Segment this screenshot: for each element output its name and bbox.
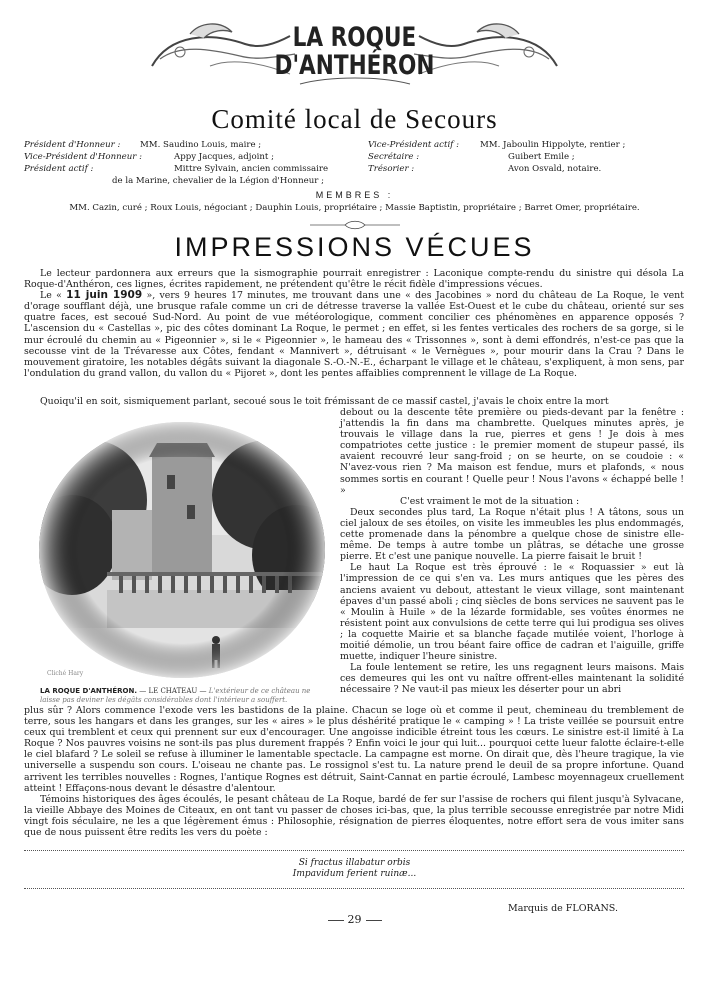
members-title: MEMBRES : [315, 190, 394, 200]
committee-role: Vice-Président d'Honneur : [24, 152, 143, 162]
committee-row [24, 139, 344, 151]
paragraph: debout ou la descente tête première ou pieds-devant par la fenêtre : j'attendis la fin dans ma chambrette. Quelques minutes après, je trouvais le village dans la rue, pierres et gens ! Je dois à mes compatriotes cette justice : le premier moment de stupeur passé, ils avaient recouvré leur sang-froid ; on se heurte, on se coudoie : « N'avez-vous rien ? Ma maison est fendue, murs et plafonds, « nous sommes sortis en courant ! Quelle peur ! Nous l'avons « échappé belle ! » [340, 407, 684, 496]
signature: Marquis de FLORANS. [508, 903, 618, 914]
masthead-title-line2: D'ANTHÉRON [274, 50, 435, 81]
paragraph: Le lecteur pardonnera aux erreurs que la sismographie pourrait enregistrer : Laconique compte-rendu du sinistre qui désola La Roque-d'Anthéron, ces lignes, écrites rapidement, ne prétendent qu'être le récit fidèle d'impressions vécues. [24, 268, 684, 291]
committee-row [24, 175, 344, 187]
article-title: IMPRESSIONS VÉCUES [174, 232, 535, 262]
closing-text [24, 705, 684, 838]
article-intro [24, 268, 684, 379]
committee-name: Appy Jacques, adjoint ; [174, 152, 274, 162]
latin-quote [0, 858, 709, 880]
members-list: MM. Cazin, curé ; Roux Louis, négociant ; Dauphin Louis, propriétaire ; Massie Baptistin, propriétaire ; Barret Omer, propriétaire. [69, 203, 640, 213]
quote-line: Impavidum ferient ruinæ... [292, 869, 417, 879]
paragraph: La foule lentement se retire, les uns regagnent leurs maisons. Mais ces demeures qui les ont vu naître offrent-elles maintenant la solidité nécessaire ? Ne vaut-il pas mieux les déserter pour un abri [340, 662, 684, 696]
quote-line: Si fractus illabatur orbis [298, 858, 411, 868]
paragraph: Deux secondes plus tard, La Roque n'était plus ! A tâtons, sous un ciel jaloux de ses étoiles, on visite les immeubles les plus endommagés, cette promenade dans la pénombre a quelque chose de sinistre elle-même. De temps à autre tombe un plâtras, se détache une grosse pierre. Et c'est une panique nouvelle. La pierre faisait le bruit ! [340, 506, 684, 563]
committee-role: Président d'Honneur : [24, 140, 121, 150]
masthead [150, 14, 559, 94]
paragraph: Le haut La Roque est très éprouvé : le « Roquassier » eut là l'impression de ce qui s'en va. Les murs antiques que les pères des anciens avaient vu debout, attestant le vieux village, sont maintenant épaves d'un passé aboli ; cinq siècles de bons services ne sauvent pas le « Moulin à Huile » de la lézarde formidable, ses voûtes énormes ne résistent point aux convulsions de cette terre qui lui prodigua ses olives ; la coquette Mairie et sa blanche façade mutilée voient, l'horloge à moitié démolie, un trou béant faire office de cadran et l'aiguille, griffe muette, indiquer l'heure sinistre. [340, 562, 685, 663]
paragraph: Témoins historiques des âges écoulés, le pesant château de La Roque, bardé de fer sur l'assise de rochers qui filent jusqu'à Sylvacane, la vieille Abbaye des Moines de Citeaux, en ont tant vu passer de choses ici-bas, que, la plus terrible secousse enregistrée par notre Midi vingt fois séculaire, ne les a que légèrement émus : Philosophie, résignation de pierres éloquentes, notre effort sera de vous imiter sans que de nous puissent être redits les vers du poète : [24, 793, 684, 839]
committee-row [368, 163, 688, 175]
committee-role: Président actif : [24, 164, 94, 174]
committee-role: Vice-Président actif : [368, 140, 459, 150]
paragraph-lead [24, 396, 684, 407]
caption-title: LA ROQUE D'ANTHÉRON. [40, 687, 138, 695]
caption-text: L'extérieur de ce château ne laisse pas deviner les dégâts considérables dont l'intérieur a souffert. [40, 687, 311, 704]
paragraph [24, 290, 684, 379]
photo-credit: Cliché Hary [47, 670, 84, 677]
caption-subtitle: — LE CHATEAU — [137, 687, 207, 695]
committee-name: Mittre Sylvain, ancien commissaire [174, 164, 329, 174]
date-highlight: 11 juin 1909 [66, 289, 143, 302]
committee-heading: Comité local de Secours [211, 104, 498, 134]
committee-name: Avon Osvald, notaire. [508, 164, 602, 174]
paragraph-text: Le « [40, 290, 67, 302]
committee-row [24, 163, 344, 175]
committee-role: Trésorier : [368, 164, 415, 174]
dotted-divider [24, 888, 684, 889]
committee-name: MM. Saudino Louis, maire ; [140, 140, 262, 150]
page-number-text: 29 [347, 913, 362, 926]
paragraph: Quoiqu'il en soit, sismiquement parlant, secoué sous le toit frémissant de ce massif castel, j'avais le choix entre la mort [40, 396, 609, 407]
committee-name: MM. Jaboulin Hippolyte, rentier ; [480, 140, 626, 150]
paragraph: plus sûr ? Alors commence l'exode vers les bastidons de la plaine. Chacun se loge où et comme il peut, chemineau du tremblement de terre, sous les hangars et dans les granges, sur les « aires » le plus déshérité pratique le « camping » ! La triste veillée se poursuit entre ceux qui tremblent et ceux qui prennent sur eux d'encourager. Une angoisse indicible étreint tous les cœurs. Le sinistre est-il limité à La Roque ? Nos pauvres voisins ne sont-ils pas plus durement frappés ? Enfin voici le jour qui luit... pourquoi cette lueur falotte éclaire-t-elle le ciel blafard ? Le soleil se refuse à illuminer le lamentable spectacle. La campagne est morne. On dirait que, dès l'heure tragique, la vie universelle a suspendu son cours. L'oiseau ne chante pas. Le rossignol s'est tu. La nature prend le deuil de sa propre infortune. Quand arrivent les terribles nouvelles : Rognes, l'antique Rognes est détruit, Saint-Cannat en partie écroulé, Lambesc moyennageux cruellement atteint ! Effaçons-nous devant le désastre d'alentour. [24, 705, 684, 794]
divider-ornament-icon [310, 220, 400, 230]
right-column-text [340, 407, 684, 695]
dotted-divider [24, 850, 684, 851]
photo-caption [40, 687, 330, 705]
committee-left-column [24, 139, 344, 187]
paragraph: C'est vraiment le mot de la situation : [400, 495, 580, 507]
masthead-title-line1: LA ROQUE [292, 22, 417, 53]
committee-right-column [368, 139, 688, 175]
committee-row [368, 151, 688, 163]
page-number [0, 913, 709, 926]
committee-row [24, 151, 344, 163]
committee-name: Guibert Emile ; [508, 152, 575, 162]
paragraph-text: », vers 9 heures 17 minutes, me trouvant dans une « des Jacobines » nord du château de La Roque, le vent d'orage soufflant déjà, une brusque rafale comme un cri de détresse traverse la vallée Est-Ouest et le cube du château, orienté sur ses quatre faces, est secoué Sud-Nord. Au point de vue météorologique, comment concilier ces phénomènes en apparence opposés ? L'ascension du « Castellas », pic des côtes dominant La Roque, le permet ; en effet, si les fentes verticales des rochers de sa gorge, si le mur écroulé du chemin au « Pigeonnier », si le « Pigeonnier », le hameau des « Trissonnes », sont à demi effondrés, n'est-ce pas que la secousse vint de la Trévaresse aux Côtes, fendant « Mannivert », détruisant « le Vernègues », pour mourir dans la Crau ? Dans le mouvement giratoire, les notables dégâts suivant la diagonale S.-O.-N.-E., écharpant le village et le château, s'expliquent, à mon sens, par l'ondulation du grand vallon, du vallon du « Pijoret », dont les pentes affaiblies comprennent le village de La Roque. [24, 290, 684, 379]
committee-name: de la Marine, chevalier de la Légion d'Honneur ; [112, 176, 324, 186]
chateau-photo [37, 415, 327, 680]
committee-role: Secrétaire : [368, 152, 420, 162]
committee-row [368, 139, 688, 151]
